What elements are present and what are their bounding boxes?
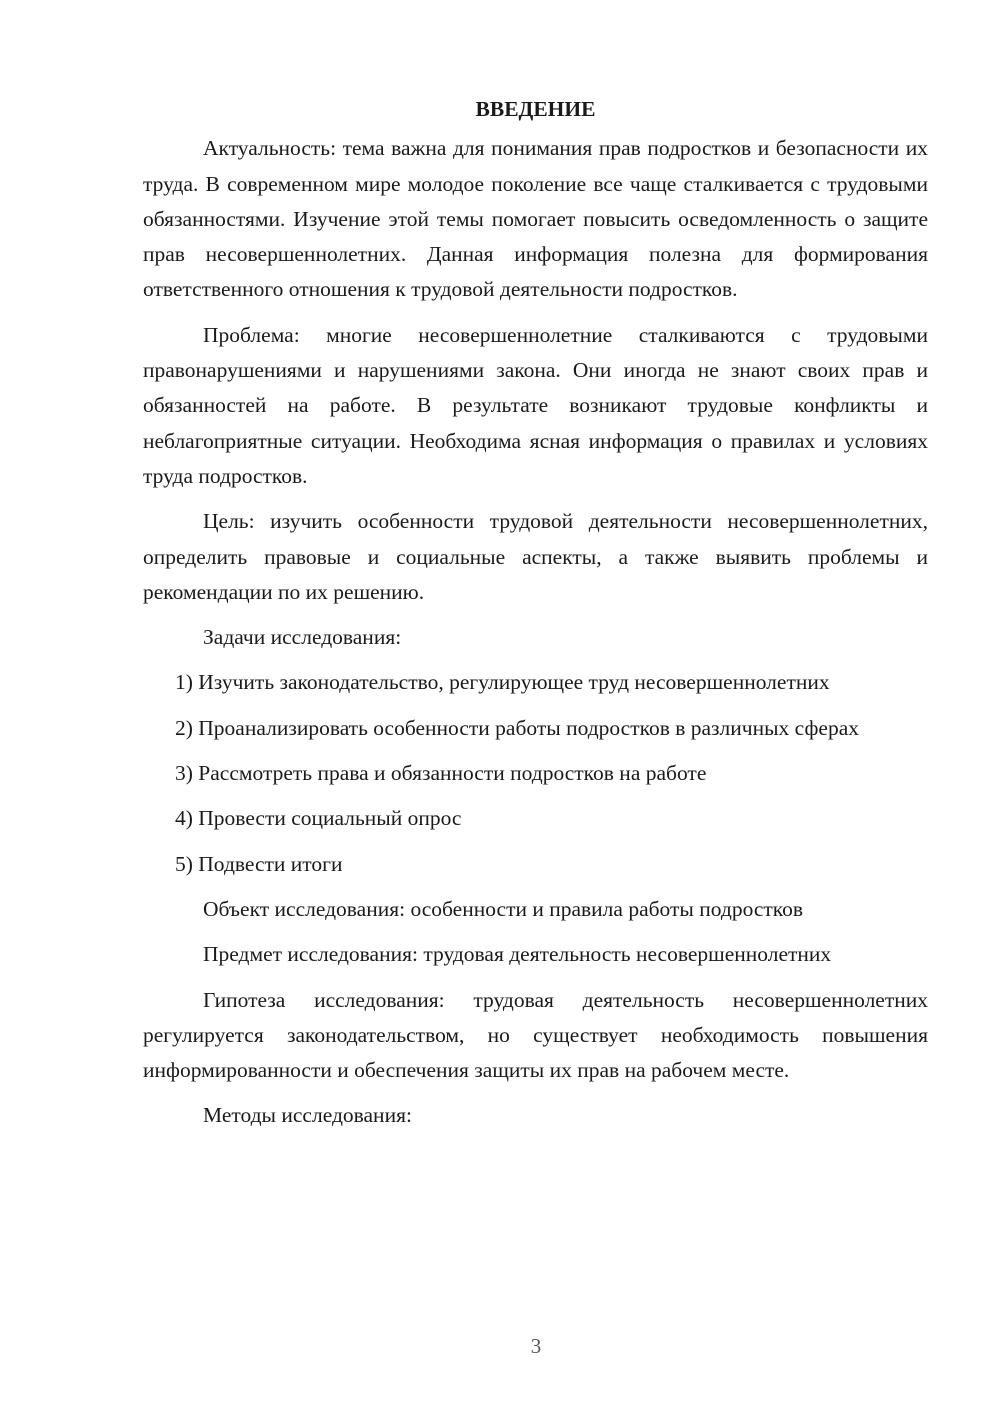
problem-paragraph: Проблема: многие несовершеннолетние сталкиваются с трудовыми правонарушениями и нарушениями закона. Они иногда не знают своих прав и обязанностей на работе. В результате возникают трудовые конфликты и неблагоприятные ситуации. Необходима ясная информация о правилах и условиях труда подростков. [143, 322, 928, 488]
goal-paragraph: Цель: изучить особенности трудовой деятельности несовершеннолетних, определить правовые и социальные аспекты, а также выявить проблемы и рекомендации по их решению. [143, 509, 928, 604]
task-item-4: 4) Провести социальный опрос [175, 806, 462, 831]
hypothesis-paragraph: Гипотеза исследования: трудовая деятельность несовершеннолетних регулируется законодательством, но существует необходимость повышения информированности и обеспечения защиты их прав на рабочем месте. [143, 987, 928, 1083]
relevance-paragraph: Актуальность: тема важна для понимания прав подростков и безопасности их труда. В современном мире молодое поколение все чаще сталкивается с трудовыми обязанностями. Изучение этой темы помогает повысить осведомленность о защите прав несовершеннолетних. Данная информация полезна для формирования ответственного отношения к трудовой деятельности подростков. [143, 136, 928, 302]
task-item-1: 1) Изучить законодательство, регулирующее труд несовершеннолетних [175, 670, 830, 695]
document-page [143, 92, 928, 1144]
task-item-2: 2) Проанализировать особенности работы подростков в различных сферах [175, 715, 860, 740]
tasks-title: Задачи исследования: [203, 625, 402, 650]
methods-title: Методы исследования: [203, 1103, 412, 1128]
task-item-3: 3) Рассмотреть права и обязанности подростков на работе [175, 761, 707, 786]
subject-paragraph: Предмет исследования: трудовая деятельность несовершеннолетних [203, 942, 832, 967]
page-title: ВВЕДЕНИЕ [475, 97, 596, 121]
task-item-5: 5) Подвести итоги [175, 851, 343, 876]
page-number: 3 [530, 1334, 542, 1358]
object-paragraph: Объект исследования: особенности и правила работы подростков [203, 896, 804, 921]
